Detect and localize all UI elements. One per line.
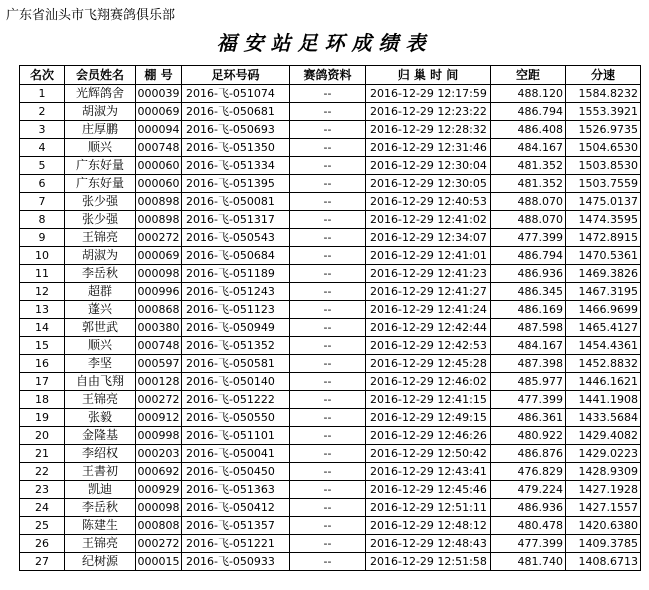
col-header-pigeon-info: 赛鸽资料 (290, 66, 366, 85)
arrival-time-cell: 2016-12-29 12:48:43 (366, 535, 491, 553)
arrival-time-cell: 2016-12-29 12:41:01 (366, 247, 491, 265)
ring-number-cell: 2016-飞-051189 (182, 265, 290, 283)
loft-cell: 000272 (136, 535, 182, 553)
pigeon-info-cell: -- (290, 247, 366, 265)
loft-cell: 000868 (136, 301, 182, 319)
rank-cell: 4 (20, 139, 65, 157)
loft-cell: 000069 (136, 247, 182, 265)
pigeon-info-cell: -- (290, 265, 366, 283)
rank-cell: 1 (20, 85, 65, 103)
speed-cell: 1470.5361 (566, 247, 641, 265)
ring-number-cell: 2016-飞-051074 (182, 85, 290, 103)
ring-number-cell: 2016-飞-050550 (182, 409, 290, 427)
member-name-cell: 张少强 (65, 211, 136, 229)
col-header-speed: 分速 (566, 66, 641, 85)
col-header-distance: 空距 (491, 66, 566, 85)
arrival-time-cell: 2016-12-29 12:48:12 (366, 517, 491, 535)
pigeon-info-cell: -- (290, 301, 366, 319)
ring-number-cell: 2016-飞-051101 (182, 427, 290, 445)
distance-cell: 476.829 (491, 463, 566, 481)
distance-cell: 480.922 (491, 427, 566, 445)
speed-cell: 1467.3195 (566, 283, 641, 301)
col-header-arrival-time: 归 巢 时 间 (366, 66, 491, 85)
speed-cell: 1409.3785 (566, 535, 641, 553)
rank-cell: 14 (20, 319, 65, 337)
loft-cell: 000692 (136, 463, 182, 481)
member-name-cell: 凯迪 (65, 481, 136, 499)
speed-cell: 1427.1557 (566, 499, 641, 517)
distance-cell: 486.169 (491, 301, 566, 319)
arrival-time-cell: 2016-12-29 12:41:15 (366, 391, 491, 409)
rank-cell: 8 (20, 211, 65, 229)
rank-cell: 20 (20, 427, 65, 445)
page-title: 福安站足环成绩表 (216, 31, 433, 55)
ring-number-cell: 2016-飞-050684 (182, 247, 290, 265)
loft-cell: 000380 (136, 319, 182, 337)
speed-cell: 1504.6530 (566, 139, 641, 157)
pigeon-info-cell: -- (290, 283, 366, 301)
ring-number-cell: 2016-飞-050081 (182, 193, 290, 211)
ring-number-cell: 2016-飞-050450 (182, 463, 290, 481)
arrival-time-cell: 2016-12-29 12:41:02 (366, 211, 491, 229)
member-name-cell: 李岳秋 (65, 265, 136, 283)
distance-cell: 486.361 (491, 409, 566, 427)
member-name-cell: 顺兴 (65, 337, 136, 355)
speed-cell: 1469.3826 (566, 265, 641, 283)
distance-cell: 479.224 (491, 481, 566, 499)
loft-cell: 000996 (136, 283, 182, 301)
loft-cell: 000898 (136, 193, 182, 211)
speed-cell: 1584.8232 (566, 85, 641, 103)
loft-cell: 000060 (136, 157, 182, 175)
distance-cell: 486.794 (491, 103, 566, 121)
rank-cell: 23 (20, 481, 65, 499)
arrival-time-cell: 2016-12-29 12:41:24 (366, 301, 491, 319)
table-row (20, 139, 641, 157)
speed-cell: 1428.9309 (566, 463, 641, 481)
loft-cell: 000039 (136, 85, 182, 103)
rank-cell: 16 (20, 355, 65, 373)
arrival-time-cell: 2016-12-29 12:30:05 (366, 175, 491, 193)
distance-cell: 481.352 (491, 157, 566, 175)
speed-cell: 1429.4082 (566, 427, 641, 445)
pigeon-info-cell: -- (290, 139, 366, 157)
speed-cell: 1503.7559 (566, 175, 641, 193)
rank-cell: 2 (20, 103, 65, 121)
loft-cell: 000272 (136, 391, 182, 409)
loft-cell: 000098 (136, 265, 182, 283)
pigeon-info-cell: -- (290, 103, 366, 121)
table-row (20, 337, 641, 355)
arrival-time-cell: 2016-12-29 12:42:44 (366, 319, 491, 337)
loft-cell: 000808 (136, 517, 182, 535)
rank-cell: 6 (20, 175, 65, 193)
rank-cell: 5 (20, 157, 65, 175)
arrival-time-cell: 2016-12-29 12:30:04 (366, 157, 491, 175)
ring-number-cell: 2016-飞-050412 (182, 499, 290, 517)
member-name-cell: 李岳秋 (65, 499, 136, 517)
rank-cell: 10 (20, 247, 65, 265)
table-row (20, 445, 641, 463)
rank-cell: 18 (20, 391, 65, 409)
member-name-cell: 李坚 (65, 355, 136, 373)
rank-cell: 13 (20, 301, 65, 319)
member-name-cell: 金隆基 (65, 427, 136, 445)
loft-cell: 000069 (136, 103, 182, 121)
member-name-cell: 陈建生 (65, 517, 136, 535)
arrival-time-cell: 2016-12-29 12:41:27 (366, 283, 491, 301)
speed-cell: 1475.0137 (566, 193, 641, 211)
distance-cell: 486.936 (491, 265, 566, 283)
speed-cell: 1503.8530 (566, 157, 641, 175)
loft-cell: 000015 (136, 553, 182, 571)
distance-cell: 488.120 (491, 85, 566, 103)
pigeon-info-cell: -- (290, 481, 366, 499)
ring-number-cell: 2016-飞-051222 (182, 391, 290, 409)
pigeon-info-cell: -- (290, 553, 366, 571)
pigeon-info-cell: -- (290, 463, 366, 481)
member-name-cell: 王書初 (65, 463, 136, 481)
col-header-ring: 足环号码 (182, 66, 290, 85)
loft-cell: 000998 (136, 427, 182, 445)
pigeon-info-cell: -- (290, 355, 366, 373)
pigeon-info-cell: -- (290, 85, 366, 103)
ring-number-cell: 2016-飞-050933 (182, 553, 290, 571)
table-row (20, 427, 641, 445)
table-row (20, 85, 641, 103)
table-row (20, 121, 641, 139)
rank-cell: 24 (20, 499, 65, 517)
table-row (20, 157, 641, 175)
distance-cell: 487.398 (491, 355, 566, 373)
table-row (20, 391, 641, 409)
member-name-cell: 纪树源 (65, 553, 136, 571)
ring-number-cell: 2016-飞-050581 (182, 355, 290, 373)
arrival-time-cell: 2016-12-29 12:41:23 (366, 265, 491, 283)
arrival-time-cell: 2016-12-29 12:46:26 (366, 427, 491, 445)
rank-cell: 17 (20, 373, 65, 391)
arrival-time-cell: 2016-12-29 12:45:28 (366, 355, 491, 373)
table-row (20, 265, 641, 283)
rank-cell: 9 (20, 229, 65, 247)
distance-cell: 481.740 (491, 553, 566, 571)
distance-cell: 484.167 (491, 139, 566, 157)
table-row (20, 247, 641, 265)
col-header-loft: 棚 号 (136, 66, 182, 85)
distance-cell: 488.070 (491, 211, 566, 229)
speed-cell: 1465.4127 (566, 319, 641, 337)
speed-cell: 1446.1621 (566, 373, 641, 391)
pigeon-info-cell: -- (290, 337, 366, 355)
speed-cell: 1474.3595 (566, 211, 641, 229)
member-name-cell: 顺兴 (65, 139, 136, 157)
loft-cell: 000203 (136, 445, 182, 463)
loft-cell: 000748 (136, 337, 182, 355)
loft-cell: 000748 (136, 139, 182, 157)
distance-cell: 481.352 (491, 175, 566, 193)
ring-number-cell: 2016-飞-050949 (182, 319, 290, 337)
ring-number-cell: 2016-飞-051221 (182, 535, 290, 553)
table-row (20, 283, 641, 301)
ring-number-cell: 2016-飞-051357 (182, 517, 290, 535)
arrival-time-cell: 2016-12-29 12:28:32 (366, 121, 491, 139)
speed-cell: 1472.8915 (566, 229, 641, 247)
table-row (20, 355, 641, 373)
distance-cell: 486.876 (491, 445, 566, 463)
col-header-member: 会员姓名 (65, 66, 136, 85)
distance-cell: 485.977 (491, 373, 566, 391)
loft-cell: 000060 (136, 175, 182, 193)
ring-number-cell: 2016-飞-051363 (182, 481, 290, 499)
arrival-time-cell: 2016-12-29 12:46:02 (366, 373, 491, 391)
member-name-cell: 自由飞翔 (65, 373, 136, 391)
arrival-time-cell: 2016-12-29 12:31:46 (366, 139, 491, 157)
rank-cell: 27 (20, 553, 65, 571)
member-name-cell: 超群 (65, 283, 136, 301)
pigeon-info-cell: -- (290, 121, 366, 139)
table-row (20, 535, 641, 553)
ring-number-cell: 2016-飞-051317 (182, 211, 290, 229)
arrival-time-cell: 2016-12-29 12:45:46 (366, 481, 491, 499)
pigeon-info-cell: -- (290, 175, 366, 193)
member-name-cell: 光辉鸽舍 (65, 85, 136, 103)
rank-cell: 12 (20, 283, 65, 301)
table-row (20, 193, 641, 211)
pigeon-info-cell: -- (290, 445, 366, 463)
ring-number-cell: 2016-飞-050681 (182, 103, 290, 121)
ring-number-cell: 2016-飞-050693 (182, 121, 290, 139)
loft-cell: 000272 (136, 229, 182, 247)
col-header-rank: 名次 (20, 66, 65, 85)
loft-cell: 000912 (136, 409, 182, 427)
member-name-cell: 胡淑为 (65, 103, 136, 121)
table-row (20, 373, 641, 391)
table-header-row (20, 66, 641, 85)
member-name-cell: 广东好量 (65, 175, 136, 193)
member-name-cell: 胡淑为 (65, 247, 136, 265)
speed-cell: 1553.3921 (566, 103, 641, 121)
pigeon-info-cell: -- (290, 157, 366, 175)
speed-cell: 1526.9735 (566, 121, 641, 139)
table-row (20, 517, 641, 535)
arrival-time-cell: 2016-12-29 12:51:11 (366, 499, 491, 517)
ring-number-cell: 2016-飞-051243 (182, 283, 290, 301)
pigeon-info-cell: -- (290, 229, 366, 247)
ring-number-cell: 2016-飞-050140 (182, 373, 290, 391)
rank-cell: 7 (20, 193, 65, 211)
speed-cell: 1466.9699 (566, 301, 641, 319)
ring-number-cell: 2016-飞-050543 (182, 229, 290, 247)
pigeon-info-cell: -- (290, 391, 366, 409)
member-name-cell: 张毅 (65, 409, 136, 427)
member-name-cell: 广东好量 (65, 157, 136, 175)
loft-cell: 000898 (136, 211, 182, 229)
loft-cell: 000597 (136, 355, 182, 373)
table-row (20, 175, 641, 193)
distance-cell: 486.345 (491, 283, 566, 301)
ring-number-cell: 2016-飞-051123 (182, 301, 290, 319)
arrival-time-cell: 2016-12-29 12:43:41 (366, 463, 491, 481)
arrival-time-cell: 2016-12-29 12:23:22 (366, 103, 491, 121)
distance-cell: 486.936 (491, 499, 566, 517)
speed-cell: 1427.1928 (566, 481, 641, 499)
member-name-cell: 王锦亮 (65, 229, 136, 247)
rank-cell: 25 (20, 517, 65, 535)
loft-cell: 000929 (136, 481, 182, 499)
pigeon-info-cell: -- (290, 517, 366, 535)
arrival-time-cell: 2016-12-29 12:34:07 (366, 229, 491, 247)
rank-cell: 19 (20, 409, 65, 427)
speed-cell: 1454.4361 (566, 337, 641, 355)
distance-cell: 477.399 (491, 391, 566, 409)
results-table (19, 65, 641, 571)
ring-number-cell: 2016-飞-051395 (182, 175, 290, 193)
speed-cell: 1452.8832 (566, 355, 641, 373)
table-row (20, 499, 641, 517)
pigeon-info-cell: -- (290, 499, 366, 517)
distance-cell: 486.794 (491, 247, 566, 265)
member-name-cell: 蓬兴 (65, 301, 136, 319)
distance-cell: 477.399 (491, 229, 566, 247)
table-row (20, 463, 641, 481)
speed-cell: 1429.0223 (566, 445, 641, 463)
table-row (20, 553, 641, 571)
rank-cell: 3 (20, 121, 65, 139)
table-row (20, 319, 641, 337)
rank-cell: 26 (20, 535, 65, 553)
pigeon-info-cell: -- (290, 211, 366, 229)
table-row (20, 481, 641, 499)
ring-number-cell: 2016-飞-051334 (182, 157, 290, 175)
rank-cell: 11 (20, 265, 65, 283)
distance-cell: 484.167 (491, 337, 566, 355)
ring-number-cell: 2016-飞-051352 (182, 337, 290, 355)
table-row (20, 409, 641, 427)
member-name-cell: 王锦亮 (65, 391, 136, 409)
club-name: 广东省汕头市飞翔赛鸽俱乐部 (6, 8, 176, 23)
member-name-cell: 张少强 (65, 193, 136, 211)
pigeon-info-cell: -- (290, 319, 366, 337)
distance-cell: 487.598 (491, 319, 566, 337)
distance-cell: 480.478 (491, 517, 566, 535)
rank-cell: 15 (20, 337, 65, 355)
arrival-time-cell: 2016-12-29 12:50:42 (366, 445, 491, 463)
member-name-cell: 庄厚鹏 (65, 121, 136, 139)
table-row (20, 301, 641, 319)
rank-cell: 22 (20, 463, 65, 481)
loft-cell: 000094 (136, 121, 182, 139)
arrival-time-cell: 2016-12-29 12:51:58 (366, 553, 491, 571)
table-row (20, 211, 641, 229)
arrival-time-cell: 2016-12-29 12:42:53 (366, 337, 491, 355)
arrival-time-cell: 2016-12-29 12:49:15 (366, 409, 491, 427)
speed-cell: 1420.6380 (566, 517, 641, 535)
ring-number-cell: 2016-飞-050041 (182, 445, 290, 463)
ring-number-cell: 2016-飞-051350 (182, 139, 290, 157)
speed-cell: 1441.1908 (566, 391, 641, 409)
table-row (20, 229, 641, 247)
loft-cell: 000128 (136, 373, 182, 391)
distance-cell: 486.408 (491, 121, 566, 139)
arrival-time-cell: 2016-12-29 12:40:53 (366, 193, 491, 211)
distance-cell: 488.070 (491, 193, 566, 211)
member-name-cell: 王锦亮 (65, 535, 136, 553)
speed-cell: 1408.6713 (566, 553, 641, 571)
pigeon-info-cell: -- (290, 535, 366, 553)
rank-cell: 21 (20, 445, 65, 463)
pigeon-info-cell: -- (290, 409, 366, 427)
speed-cell: 1433.5684 (566, 409, 641, 427)
arrival-time-cell: 2016-12-29 12:17:59 (366, 85, 491, 103)
member-name-cell: 李绍权 (65, 445, 136, 463)
pigeon-info-cell: -- (290, 373, 366, 391)
table-row (20, 103, 641, 121)
distance-cell: 477.399 (491, 535, 566, 553)
pigeon-info-cell: -- (290, 193, 366, 211)
member-name-cell: 郭世武 (65, 319, 136, 337)
loft-cell: 000098 (136, 499, 182, 517)
pigeon-info-cell: -- (290, 427, 366, 445)
